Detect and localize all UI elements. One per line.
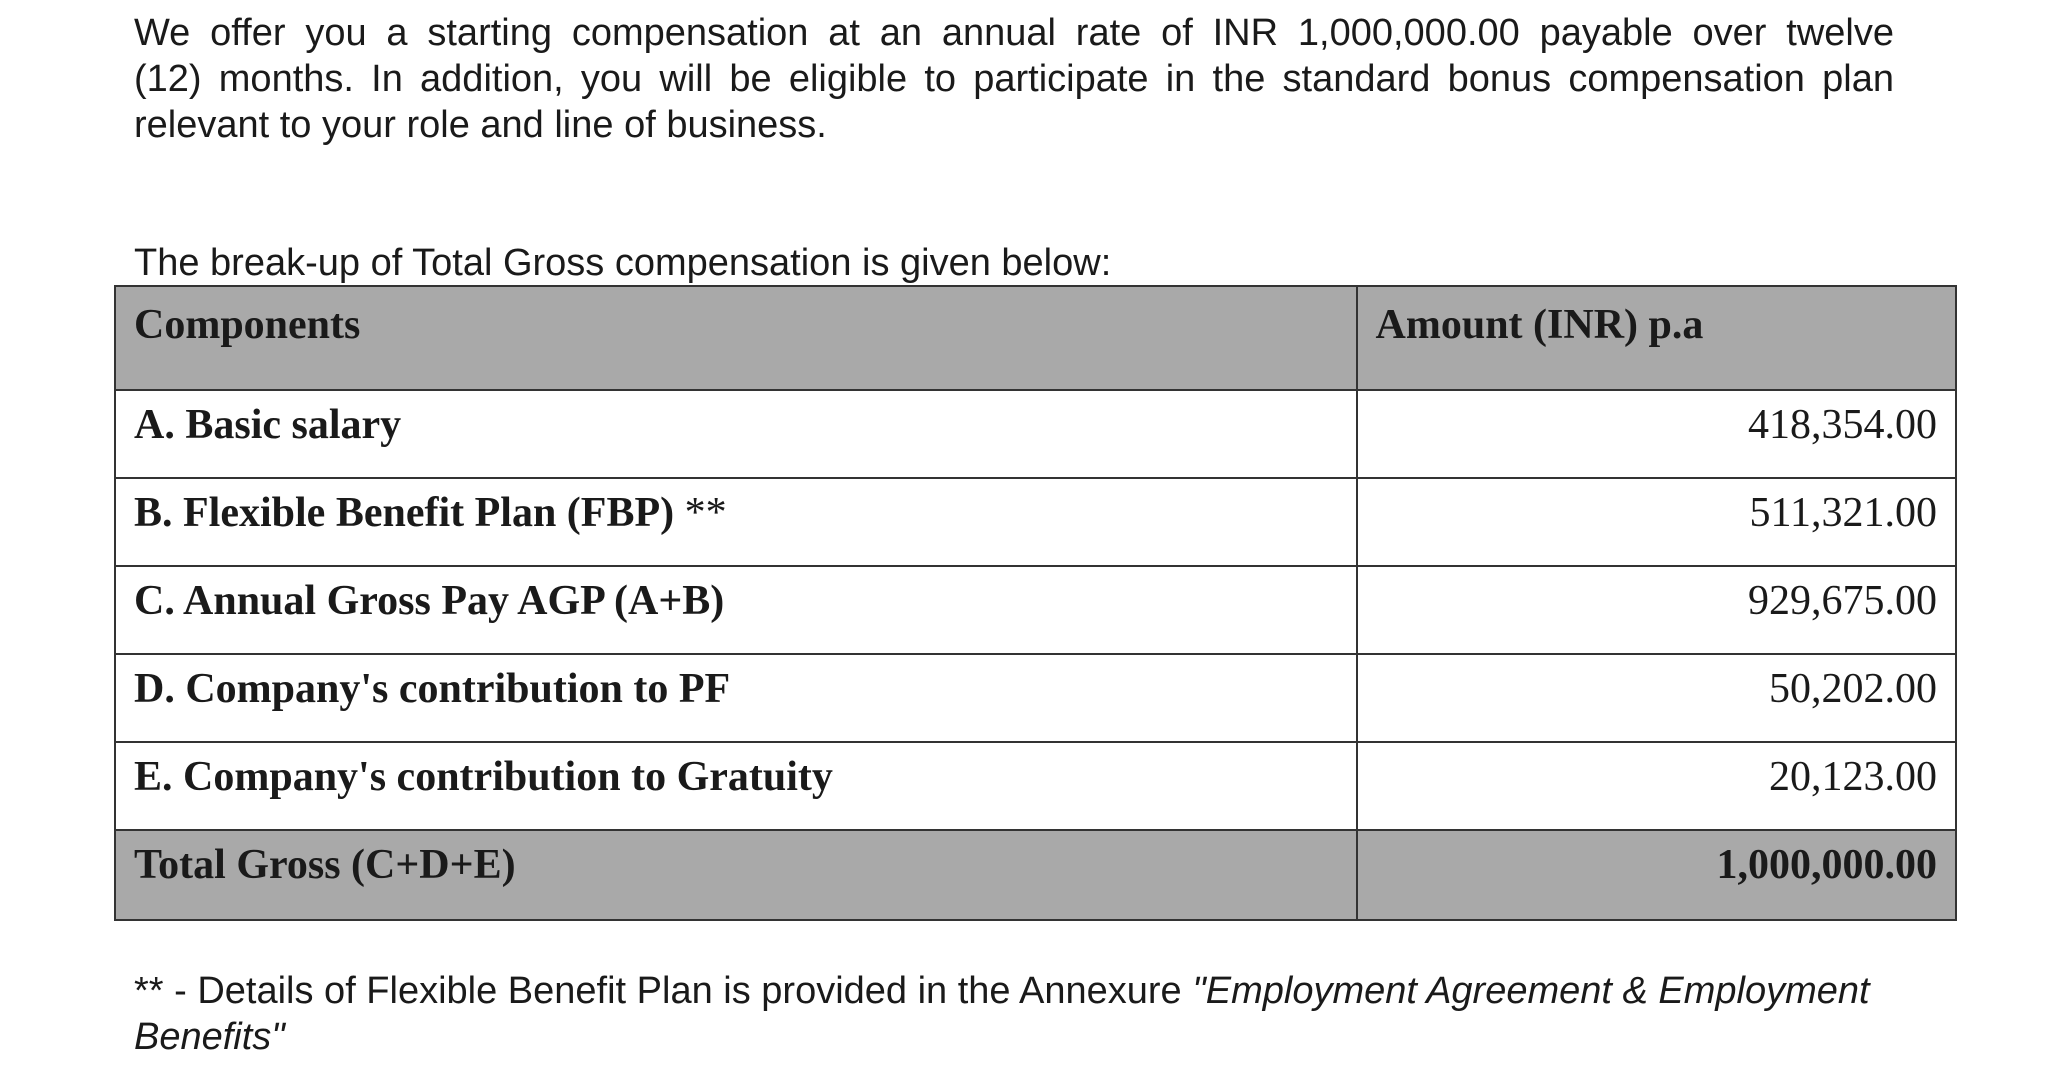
total-amount-cell: 1,000,000.00 [1357,830,1956,920]
intro-line-1: We offer you a starting compensation at an annual rate of INR 1,000,000.00 payable over twelve [134,12,1894,54]
intro-line-2: (12) months. In addition, you will be eligible to participate in the standard bonus compensation plan [134,58,1894,100]
component-cell [115,566,1357,654]
component-label: B. Flexible Benefit Plan (FBP) [134,490,675,536]
component-cell [115,390,1357,478]
total-label-cell: Total Gross (C+D+E) [115,830,1357,920]
total-row [115,830,1956,920]
table-row [115,478,1956,566]
amount-cell: 418,354.00 [1357,390,1956,478]
component-cell [115,654,1357,742]
amount-cell: 20,123.00 [1357,742,1956,830]
compensation-intro-paragraph [134,10,1894,148]
compensation-table [114,285,1957,921]
component-label: C. Annual Gross Pay AGP (A+B) [134,578,725,624]
table-header-row [115,286,1956,390]
component-cell [115,478,1357,566]
component-label: A. Basic salary [134,402,402,448]
breakup-caption: The break-up of Total Gross compensation is given below: [134,242,1112,284]
component-label: E. Company's contribution to Gratuity [134,754,833,800]
component-label: D. Company's contribution to PF [134,666,731,712]
footnote-text: ** - Details of Flexible Benefit Plan is provided in the Annexure [134,970,1193,1012]
fbp-footnote [134,968,1894,1060]
column-header-components: Components [115,286,1357,390]
amount-cell: 50,202.00 [1357,654,1956,742]
table-row [115,742,1956,830]
component-cell [115,742,1357,830]
amount-cell: 511,321.00 [1357,478,1956,566]
amount-cell: 929,675.00 [1357,566,1956,654]
table-row [115,654,1956,742]
annexure-title: "Employment Agreement & Employment Benefits" [134,970,1870,1058]
table-row [115,566,1956,654]
column-header-amount: Amount (INR) p.a [1357,286,1956,390]
intro-line-3: relevant to your role and line of business. [134,104,827,146]
footnote-marker: ** [684,490,727,536]
table-row [115,390,1956,478]
